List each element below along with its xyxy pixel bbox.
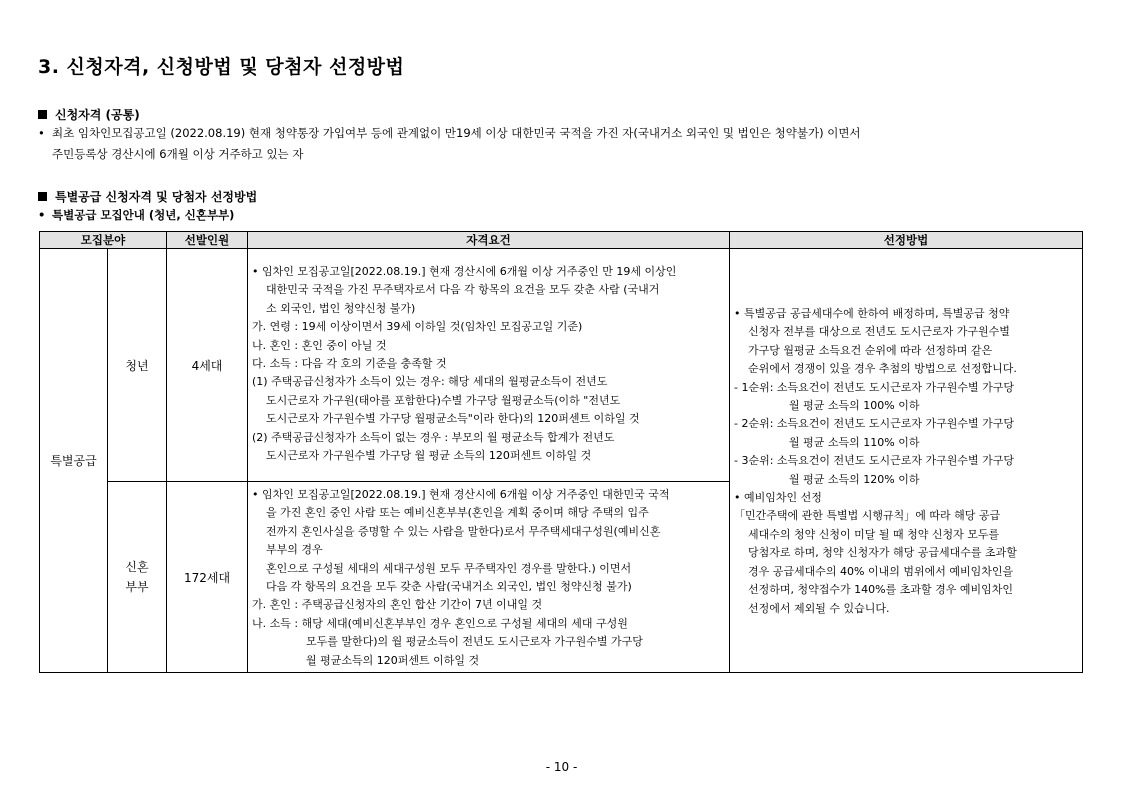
newlywed-requirements: • 임차인 모집공고일[2022.08.19.] 현재 경산시에 6개월 이상 거주중인 대한민국 국적 을 가진 혼인 중인 사람 또는 예비신혼부부(혼인을 계획 중이며 해당 주택의 입주 전까지 혼인사실을 증명할 수 있는 사람을 말한다)로서 무주택세대구성원(예비신혼 부부의 경우 혼인으로 구성될 세대의 세대구성원 모두 무주택자인 경우를 말한다.) 이면서 다음 각 항목의 요건을 모두 갖춘 사람(국내거소 외국인, 법인 청약신청 불가) 가. 혼인 : 주택공급신청자의 혼인 합산 기간이 7년 이내일 것 나. 소득 : 해당 세대(예비신혼부부인 경우 혼인으로 구성될 세대의 세대 구성원 모두를 말한다)의 월 평균소득이 전년도 도시근로자 가구원수별 가구당 월 평균소득의 120퍼센트 이하일 것 bbox=[248, 482, 730, 673]
youth-requirements: • 임차인 모집공고일[2022.08.19.] 현재 경산시에 6개월 이상 거주중인 만 19세 이상인 대한민국 국적을 가진 무주택자로서 다음 각 항목의 요건을 모두 갖춘 사람 (국내거 소 외국인, 법인 청약신청 불가) 가. 연령 : 19세 이상이면서 39세 이하일 것(임차인 모집공고일 기준) 나. 혼인 : 혼인 중이 아닐 것 다. 소득 : 다음 각 호의 기준을 충족할 것 (1) 주택공급신청자가 소득이 있는 경우: 해당 세대의 월평균소득이 전년도 도시근로자 가구원(태아를 포함한다)수별 가구당 월평균소득(이하 "전년도 도시근로자 가구원수별 가구당 월평균소득"이라 한다)의 120퍼센트 이하일 것 (2) 주택공급신청자가 소득이 없는 경우 : 부모의 월 평균소득 합계가 전년도 도시근로자 가구원수별 가구당 월 평균 소득의 120퍼센트 이하일 것 bbox=[248, 249, 730, 482]
header-selection: 선정방법 bbox=[730, 232, 1083, 249]
special-sub-heading: • 특별공급 모집안내 (청년, 신혼부부) bbox=[38, 208, 235, 222]
eligibility-line-2: 주민등록상 경산시에 6개월 이상 거주하고 있는 자 bbox=[52, 147, 304, 161]
page-number: - 10 - bbox=[545, 760, 578, 774]
category-cell: 특별공급 bbox=[40, 249, 108, 673]
special-supply-table bbox=[39, 231, 1083, 673]
square-bullet-icon bbox=[38, 110, 47, 119]
section-heading-eligibility: 신청자격 (공통) bbox=[38, 106, 140, 123]
section-heading-special: 특별공급 신청자격 및 당첨자 선정방법 bbox=[38, 188, 257, 205]
header-category: 모집분야 bbox=[40, 232, 167, 249]
youth-label: 청년 bbox=[108, 249, 167, 482]
square-bullet-icon bbox=[38, 192, 47, 201]
table-row-youth bbox=[40, 249, 1083, 482]
header-count: 선발인원 bbox=[167, 232, 248, 249]
selection-method: • 특별공급 공급세대수에 한하여 배정하며, 특별공급 청약 신청자 전부를 대상으로 전년도 도시근로자 가구원수별 가구당 월평균 소득요건 순위에 따라 선정하며 같은 순위에서 경쟁이 있을 경우 추첨의 방법으로 선정합니다. - 1순위: 소득요건이 전년도 도시근로자 가구원수별 가구당 월 평균 소득의 100% 이하 - 2순위: 소득요건이 전년도 도시근로자 가구원수별 가구당 월 평균 소득의 110% 이하 - 3순위: 소득요건이 전년도 도시근로자 가구원수별 가구당 월 평균 소득의 120% 이하 • 예비임차인 선정 「민간주택에 관한 특별법 시행규칙」에 따라 해당 공급 세대수의 청약 신청이 미달 될 때 청약 신청자 모두를 당첨자로 하며, 청약 신청자가 해당 공급세대수를 초과할 경우 공급세대수의 40% 이내의 범위에서 예비임차인을 선정하며, 청약접수가 140%를 초과할 경우 예비임차인 선정에서 제외될 수 있습니다. bbox=[730, 249, 1083, 673]
header-requirements: 자격요건 bbox=[248, 232, 730, 249]
eligibility-line-1: • 최초 임차인모집공고일 (2022.08.19) 현재 청약통장 가입여부 등에 관계없이 만19세 이상 대한민국 국적을 가진 자(국내거소 외국인 및 법인은 청약불가) 이면서 bbox=[38, 126, 861, 140]
youth-count: 4세대 bbox=[167, 249, 248, 482]
newlywed-label: 신혼 부부 bbox=[108, 482, 167, 673]
page-title: 3. 신청자격, 신청방법 및 당첨자 선정방법 bbox=[38, 56, 405, 78]
table-header-row bbox=[40, 232, 1083, 249]
newlywed-count: 172세대 bbox=[167, 482, 248, 673]
